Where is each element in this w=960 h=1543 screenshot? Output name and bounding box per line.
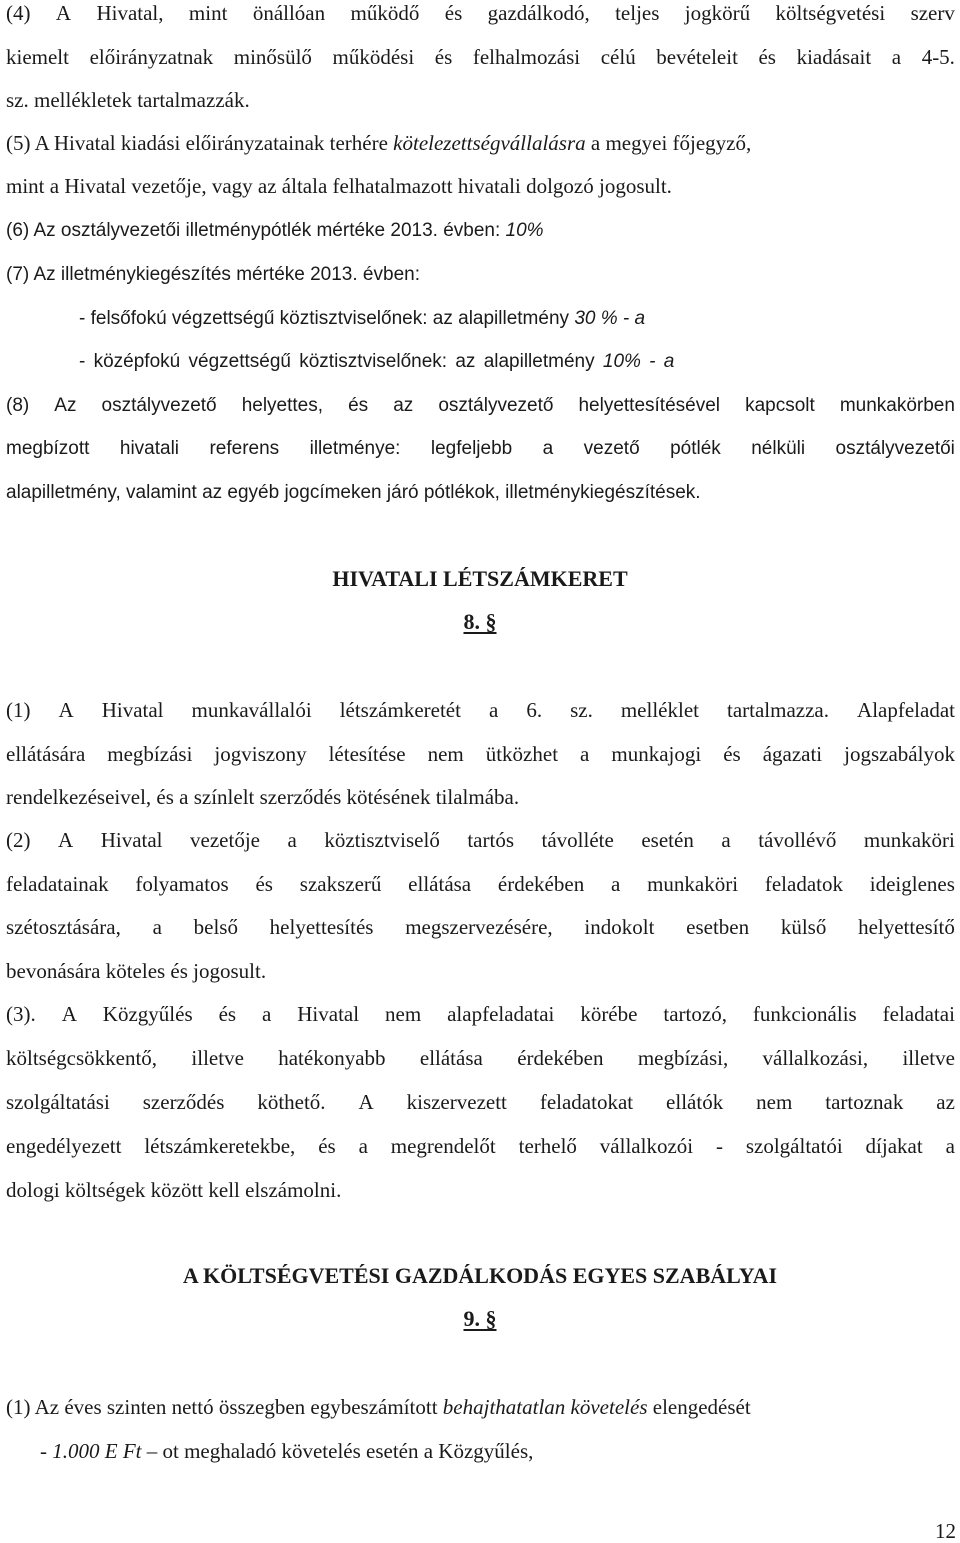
word: minősülő	[233, 45, 312, 69]
word: köztisztviselő	[324, 828, 440, 852]
s8-para-2-line-4: bevonására köteles és jogosult.	[6, 959, 267, 983]
s8-para-2-line-1	[6, 827, 955, 853]
italic-value: 10% - a	[602, 351, 675, 372]
word: 6.	[526, 698, 543, 722]
para-5-line-2: mint a Hivatal vezetője, vagy az általa felhatalmazott hivatali dolgozó jogosult.	[6, 174, 672, 198]
word: kiemelt	[6, 45, 69, 69]
word: munkakörben	[839, 395, 955, 416]
word: (4)	[6, 1, 31, 25]
word: terhelő	[518, 1134, 577, 1158]
s8-para-3-line-5: dologi költségek között kell elszámolni.	[6, 1178, 342, 1202]
word: nem	[385, 1002, 422, 1026]
para-4-line-3: sz. mellékletek tartalmazzák.	[6, 88, 250, 112]
word: feladatokat	[539, 1090, 634, 1114]
word: ütközhet	[485, 742, 559, 766]
word: a	[152, 915, 162, 939]
word: szerződés	[142, 1090, 225, 1114]
word: melléklet	[620, 698, 699, 722]
word: a	[891, 45, 902, 69]
word: vezetője	[190, 828, 260, 852]
word: teljes	[615, 1, 660, 25]
word: Hivatal	[100, 828, 163, 852]
word: jogkörű	[684, 1, 751, 25]
text: a megyei főjegyző,	[585, 131, 752, 155]
para-8-line-3: alapilletmény, valamint az egyéb jogcímeken járó pótlékok, illetménykiegészítések.	[6, 482, 701, 503]
italic-value: 10%	[505, 220, 544, 241]
word: illetménye:	[309, 438, 401, 459]
s8-para-2-line-3	[6, 914, 955, 940]
word: bevételeit	[656, 45, 738, 69]
word: belső	[193, 915, 238, 939]
word: A	[358, 1090, 374, 1114]
section-heading: HIVATALI LÉTSZÁMKERET	[332, 566, 628, 591]
word: munkajogi	[611, 742, 702, 766]
word: helyettesítésével	[578, 395, 721, 416]
word: kiadásait	[796, 45, 872, 69]
s8-para-3-line-4	[6, 1133, 955, 1159]
text: elengedését	[647, 1395, 751, 1419]
word: osztályvezető	[101, 395, 217, 416]
word: helyettes,	[241, 395, 324, 416]
word: előirányzatnak	[89, 45, 214, 69]
para-7-item-2	[79, 349, 674, 375]
word: az	[393, 395, 414, 416]
word: vállalkozói	[599, 1134, 694, 1158]
word: a	[287, 828, 297, 852]
para-4-line-2	[6, 44, 955, 70]
para-6	[6, 218, 544, 244]
word: a	[262, 1002, 272, 1026]
word: gazdálkodó,	[487, 1, 590, 25]
section-number: 8. §	[463, 609, 497, 634]
word: legfeljebb	[430, 438, 513, 459]
word: nélküli	[751, 438, 806, 459]
word: ágazati	[762, 742, 823, 766]
word: pótlék	[670, 438, 721, 459]
word: megbízott	[6, 438, 90, 459]
word: és	[218, 1002, 237, 1026]
text: – ot meghaladó követelés esetén a Közgyűlés,	[141, 1439, 534, 1463]
word: szerv	[910, 1, 955, 25]
s8-para-1-line-2	[6, 741, 955, 767]
para-7: (7) Az illetménykiegészítés mértéke 2013. évben:	[6, 264, 420, 285]
word: helyettesítés	[269, 915, 374, 939]
word: Közgyűlés	[102, 1002, 193, 1026]
word: megrendelőt	[390, 1134, 496, 1158]
para-8-line-1	[6, 393, 955, 419]
word: ellátása	[408, 872, 472, 896]
section-number: 9. §	[463, 1306, 497, 1331]
word: nem	[427, 742, 464, 766]
word: és	[255, 872, 273, 896]
word: feladatai	[882, 1002, 955, 1026]
word: A	[58, 698, 74, 722]
word: Az	[54, 395, 77, 416]
word: működési	[332, 45, 415, 69]
word: a	[542, 438, 554, 459]
word: Hivatal,	[96, 1, 164, 25]
word: szolgáltatási	[6, 1090, 110, 1114]
para-5-line-1	[6, 130, 751, 156]
word: létszámkeretét	[339, 698, 461, 722]
para-7-item-1	[79, 306, 645, 332]
word: tartalmazza.	[727, 698, 830, 722]
para-4-line-1	[6, 0, 955, 26]
word: munkavállalói	[191, 698, 312, 722]
word: (3).	[6, 1002, 36, 1026]
word: (2)	[6, 828, 31, 852]
text: (1) Az éves szinten nettó összegben egybeszámított	[6, 1395, 443, 1419]
word: jogszabályok	[844, 742, 955, 766]
word: A	[58, 828, 74, 852]
word: Alapfeladat	[857, 698, 955, 722]
italic-term: behajthatatlan követelés	[442, 1395, 648, 1419]
word: szakszerű	[299, 872, 382, 896]
word: a	[610, 872, 621, 896]
word: illetve	[191, 1046, 244, 1070]
italic-value: 30 % - a	[574, 308, 646, 329]
word: A	[61, 1002, 77, 1026]
word: vállalkozási,	[762, 1046, 869, 1070]
word: és	[444, 1, 463, 25]
word: osztályvezető	[438, 395, 554, 416]
word: távolléte	[541, 828, 614, 852]
word: és	[318, 1134, 336, 1158]
word: érdekében	[497, 872, 585, 896]
word: hatékonyabb	[278, 1046, 386, 1070]
italic-amount: 1.000 E Ft	[52, 1439, 142, 1463]
word: A	[55, 1, 72, 25]
word: Hivatal	[297, 1002, 360, 1026]
text: - felsőfokú végzettségű köztisztviselőnek: az alapilletmény	[79, 308, 575, 329]
word: célú	[600, 45, 636, 69]
word: tartoznak	[825, 1090, 904, 1114]
word: az	[936, 1090, 955, 1114]
word: ellátása	[419, 1046, 483, 1070]
s9-para-1-line-2	[40, 1438, 533, 1464]
word: munkaköri	[647, 872, 739, 896]
para-8-line-2	[6, 436, 955, 462]
word: köthető.	[257, 1090, 326, 1114]
word: jogviszony	[214, 742, 307, 766]
word: a	[945, 1134, 955, 1158]
word: ideiglenes	[869, 872, 955, 896]
s8-para-3-line-3	[6, 1089, 955, 1115]
word: feladatok	[764, 872, 843, 896]
word: a	[488, 698, 499, 722]
word: alapfeladatai	[447, 1002, 555, 1026]
word: engedélyezett	[6, 1134, 122, 1158]
word: illetve	[902, 1046, 955, 1070]
s8-para-1-line-3: rendelkezéseivel, és a színlelt szerződés kötésének tilalmába.	[6, 785, 520, 809]
text: (5) A Hivatal kiadási előirányzatainak terhére	[6, 131, 394, 155]
word: munkaköri	[863, 828, 955, 852]
word: funkcionális	[752, 1002, 857, 1026]
word: ellátók	[666, 1090, 724, 1114]
word: esetén	[641, 828, 694, 852]
word: ellátására	[6, 742, 86, 766]
word: a	[721, 828, 731, 852]
word: díjakat	[865, 1134, 923, 1158]
word: kiszervezett	[406, 1090, 507, 1114]
word: esetben	[686, 915, 750, 939]
text: -	[40, 1439, 53, 1463]
word: (8)	[6, 395, 30, 416]
word: -	[715, 1134, 723, 1158]
word: 4-5.	[921, 45, 955, 69]
word: folyamatos	[135, 872, 229, 896]
s9-para-1-line-1	[6, 1394, 751, 1420]
word: Hivatal	[101, 698, 164, 722]
word: hivatali	[119, 438, 180, 459]
word: körébe	[580, 1002, 638, 1026]
word: referens	[209, 438, 280, 459]
word: helyettesítő	[858, 915, 955, 939]
word: indokolt	[584, 915, 655, 939]
word: (1)	[6, 698, 31, 722]
word: osztályvezetői	[835, 438, 955, 459]
word: megbízási,	[637, 1046, 729, 1070]
italic-term: kötelezettségvállalásra	[393, 131, 586, 155]
word: nem	[756, 1090, 793, 1114]
page-number: 12	[935, 1519, 956, 1543]
word: költségvetési	[775, 1, 886, 25]
word: érdekében	[517, 1046, 604, 1070]
word: és	[723, 742, 741, 766]
word: létszámkeretekbe,	[144, 1134, 296, 1158]
s8-para-1-line-1	[6, 697, 955, 723]
word: kapcsolt	[745, 395, 815, 416]
section-heading: A KÖLTSÉGVETÉSI GAZDÁLKODÁS EGYES SZABÁLYAI	[182, 1263, 778, 1288]
word: szolgáltatói	[745, 1134, 843, 1158]
word: és	[348, 395, 369, 416]
word: megszervezésére,	[405, 915, 553, 939]
word: a	[580, 742, 590, 766]
word: feladatainak	[6, 872, 109, 896]
word: önállóan	[252, 1, 326, 25]
word: megbízási	[107, 742, 193, 766]
word: külső	[780, 915, 827, 939]
word: és	[758, 45, 776, 69]
word: létesítése	[328, 742, 406, 766]
word: mint	[188, 1, 228, 25]
word: működő	[350, 1, 420, 25]
word: távollévő	[758, 828, 837, 852]
s8-para-2-line-2	[6, 871, 955, 897]
text: (6) Az osztályvezetői illetménypótlék mértéke 2013. évben:	[6, 220, 506, 241]
word: és	[434, 45, 453, 69]
s8-para-3-line-2	[6, 1045, 955, 1071]
word: sz.	[570, 698, 593, 722]
word: felhalmozási	[472, 45, 581, 69]
word: költségcsökkentő,	[6, 1046, 158, 1070]
word: a	[358, 1134, 368, 1158]
word: vezető	[583, 438, 640, 459]
word: tartozó,	[663, 1002, 727, 1026]
text: - középfokú végzettségű köztisztviselőnek: az alapilletmény	[79, 351, 603, 372]
word: szétosztására,	[6, 915, 121, 939]
word: tartós	[467, 828, 514, 852]
s8-para-3-line-1	[6, 1001, 955, 1027]
